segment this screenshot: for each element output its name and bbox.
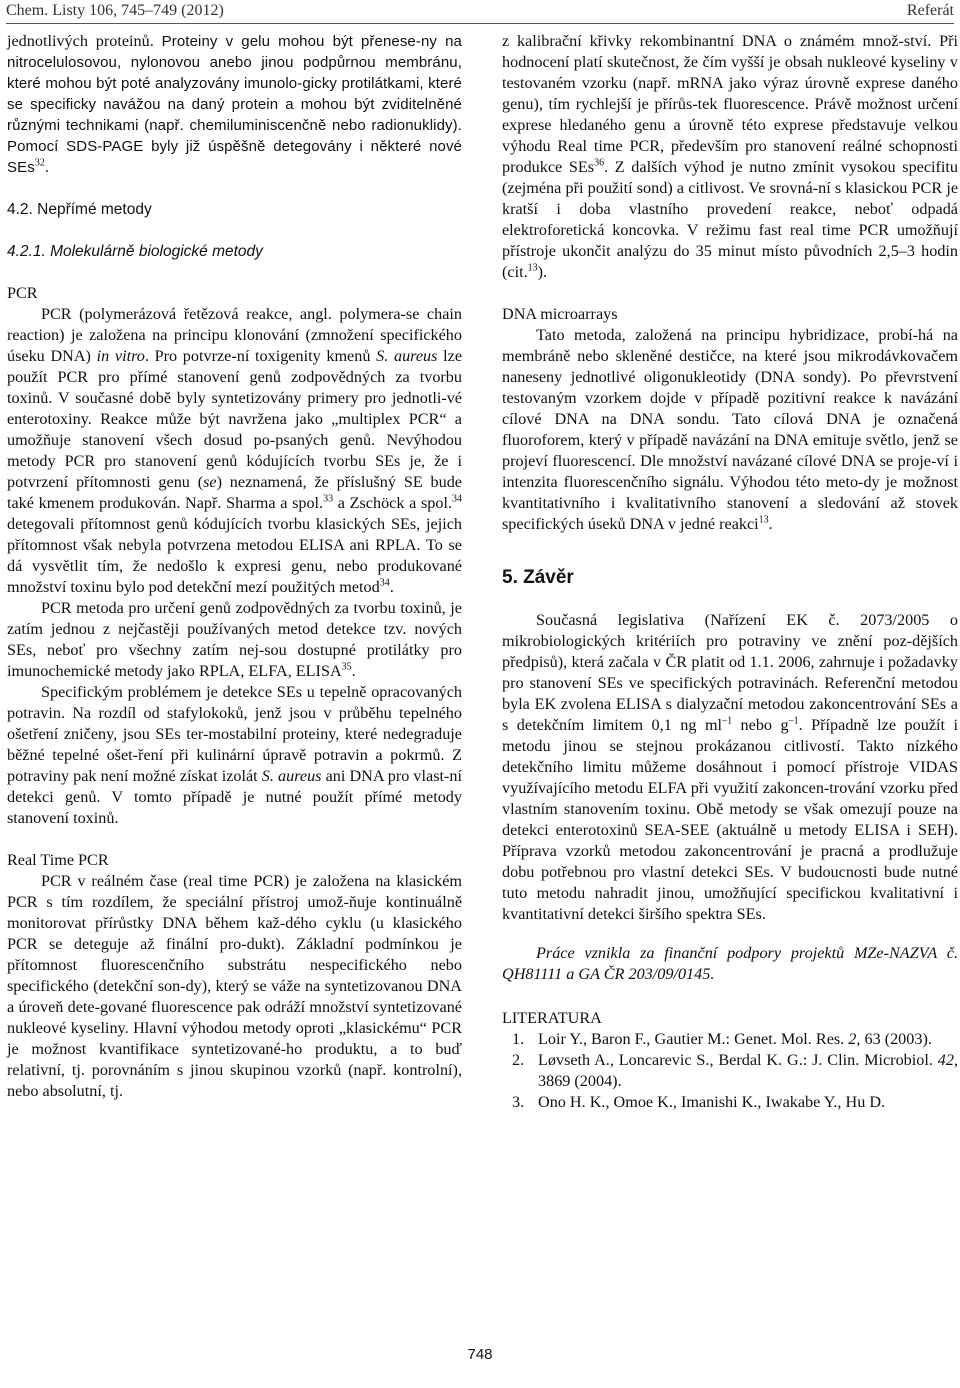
section-heading-4-2: 4.2. Nepřímé metody (7, 201, 152, 218)
reference-item: 1. Loir Y., Baron F., Gautier M.: Genet. Mol. Res. 2, 63 (2003). (512, 1030, 932, 1048)
header-rule (6, 23, 954, 24)
paragraph-dna-microarrays: Tato metoda, založená na principu hybridizace, probí-há na membráně nebo skleněné destičce, na které jsou mikrodávkovačem naneseny jednotlivé oligonukleotidy (DNA sondy). Po převrstvení testovaným vzorkem dojde v případě pozitivní reakce k navázání cílové DNA na DNA sondu. Tato cílová DNA je označená fluoroforem, který v případě navázání na DNA emituje světlo, jenž se projeví fluorescencí. Dle množství navázané cílové DNA se proje-ví i intenzita fluorescenčního signálu. Výhodou této meto-dy je možnost kvantitativního i kvalitativního stanovení a sledování až stovek specifických úseků DNA v jedné reakci$^{13}$. (502, 326, 958, 533)
acknowledgement: Práce vznikla za finanční podpory projektů MZe-NAZVA č. QH81111 a GA ČR 203/09/0145. (502, 944, 958, 983)
paragraph-pcr-detection: PCR metoda pro určení genů zodpovědných za tvorbu toxinů, je zatím jednou z nejčastěji používaných metod detekce tzv. nových SEs, neboť pro všechny zatím nej-sou dostupné protilátky pro imunochemické metody jako RPLA, ELFA, ELISA$^{35}$. (7, 599, 462, 680)
paragraph-real-time-pcr: PCR v reálném čase (real time PCR) je založena na klasickém PCR s tím rozdílem, že speciální přístroj umož-ňuje kontinuálně monitorovat přírůstky DNA během kaž-dého cyklu (u klasického PCR se deteguje až finální pro-dukt). Základní podmínkou je přítomnost fluorescenčního substrátu nespecifického nebo specifického (detekční son-dy), který se váže na syntetizovanou DNA a úroveň dete-gované fluorescence pak odráží množství syntetizované nukleové kyseliny. Hlavní výhodou metody oproti „klasickému“ PCR je možnost kvantifikace syntetizované-ho produktu, a to buď relativní, tj. porovnáním s jinou skupinou vzorků (např. kontrolní), nebo absolutní, tj. (7, 872, 462, 1100)
running-header (6, 0, 954, 22)
right-column (502, 31, 958, 1113)
citation-13: 13 (527, 262, 538, 274)
citation-34: 34 (379, 577, 390, 589)
reference-item: 3. Ono H. K., Omoe K., Imanishi K., Iwakabe Y., Hu D. (512, 1093, 886, 1111)
exponent: –1 (788, 715, 799, 727)
paragraph-heat-treated: Specifickým problémem je detekce SEs u tepelně opracovaných potravin. Na rozdíl od stafylokoků, jenž jsou v průběhu tepelného ošetření zničeny, jsou SEs ter-mostabilní proteiny, které nedegraduje běžné tepelné ošet-ření při kulinární úpravě potravin a pokrmů. Z potraviny pak není možné získat izolát S. aureus ani DNA pro vlast-ní detekci genů. V tomto případě je nutné použít přímé metody stanovení toxinů. (7, 683, 462, 827)
section-heading-4-2-1: 4.2.1. Molekulárně biologické metody (7, 243, 263, 260)
references-heading: LITERATURA (502, 1009, 602, 1027)
citation-35: 35 (341, 661, 352, 673)
reference-list (502, 1029, 958, 1113)
section-label: Referát (906, 2, 954, 19)
left-column (7, 31, 462, 1102)
paragraph-pcr: PCR (polymerázová řetězová reakce, angl. polymera-se chain reaction) je založena na principu klonování (zmnožení specifického úseku DNA) in vitro. Pro potvrze-ní toxigenity kmenů S. aureus lze použít PCR pro přímé stanovení genů zodpovědných za tvorbu toxinů. V současné době byly syntetizovány primery pro jednotli-vé enterotoxiny. Reakce může být navržena jako „multiplex PCR“ a umožňuje stanovení všech dosud po-psaných genů. Nevýhodou metody PCR pro stanovení genů kódujících tvorbu SEs je, že i potvrzení přítomnosti genu (se) neznamená, že příslušný SE bude také kmenem produkován. Např. Sharma a spol.$^{33}$ a Zschöck a spol.$^{34}$ detegovali přítomnost genů kódujících tvorbu klasických SEs, jejich přítomnost však nebyla potvrzena metodou ELISA ani RPLA. To se dá vysvětlit tím, že nedošlo k expresi genu, nebo produkované množství toxinu bylo pod detekční mezí použitých metod$^{34}$. (7, 305, 462, 596)
journal-citation: Chem. Listy 106, 745–749 (2012) (6, 2, 224, 19)
paragraph-proteins: jednotlivých proteinů. Proteiny v gelu mohou být přenese-ny na nitrocelulosovou, nylonovou anebo jinou podpůrnou membránu, které mohou být poté analyzovány imunolo-gicky protilátkami, které se specificky navážou na daný protein a mohou být zviditelněné různými technikami (např. chemiluminiscenčně nebo radionuklidy). Pomocí SDS-PAGE byly již úspěšně detegovány i některé nové SEs$^{32}$. (7, 32, 462, 176)
citation-36: 36 (594, 157, 605, 169)
subheading-real-time-pcr: Real Time PCR (7, 851, 109, 869)
section-heading-conclusion: 5. Závěr (502, 567, 574, 588)
citation-32: 32 (34, 157, 45, 169)
citation-34: 34 (452, 493, 462, 505)
citation-13: 13 (758, 514, 769, 526)
citation-33: 33 (323, 493, 334, 505)
paragraph-real-time-pcr-cont: z kalibrační křivky rekombinantní DNA o známém množ-ství. Při hodnocení platí skutečnost, že čím vyšší je obsah nukleové kyseliny v testovaném vzorku (např. mRNA jako výraz úrovně exprese daného genu), tím rychlejší je přírůs-tek fluorescence. Právě možnost určení exprese hledaného genu a úrovně této exprese představuje velkou výhodu Real time PCR, především pro stanovení reálné schopnosti produkce SEs$^{36}$. Z dalších výhod je nutno zmínit vysokou specifitu (zejména při použití sond) a citlivost. Ve srovná-ní s klasickou PCR je kratší i doba vlastního provedení reakce, neboť odpadá elektroforetická koncovka. V režimu fast real time PCR umožňují přístroje ukončit analýzu do 35 minut místo původních 2,5–3 hodin (cit.$^{13}$). (502, 32, 959, 281)
page-number: 748 (467, 1346, 493, 1363)
paragraph-conclusion: Současná legislativa (Nařízení EK č. 2073/2005 o mikrobiologických kritériích pro potraviny ve znění poz-dějších předpisů), která začala v ČR platit od 1.1. 2006, zahrnuje i požadavky pro stanovení SEs ve specifických potravinách. Referenční metodou byla EK zvolena ELISA s dialyzační metodou zakoncentrování SEs a s detekčním limitem 0,1 ng $ml^{-1}$ nebo $g^{-1}$. Případně lze použít i metodu jinou se stejnou prokázanou citlivostí. Takto nízkého detekčního limitu můžeme dosáhnout i pomocí přístroje VIDAS využívajícího metodu ELFA při využití zakoncen-trování vzorku před vlastním stanovením toxinu. Obě metody se však omezují pouze na detekci enterotoxinů SEA-SEE (aktuálně u metody ELISA i SEH). Příprava vzorků metodou zakoncentrování je pracná a prodlužuje dobu potřebnou pro vlastní detekci SEs. V budoucnosti bude nutné tuto metodu nahradit jinou, umožňující specifickou kvalitativní i kvantitativní detekci širšího spektra SEs. (502, 611, 958, 923)
reference-item: 2. Løvseth A., Loncarevic S., Berdal K. G.: J. Clin. Microbiol. 42, 3869 (2004). (512, 1051, 958, 1090)
exponent: –1 (722, 715, 733, 727)
subheading-dna-microarrays: DNA microarrays (502, 305, 618, 323)
subheading-pcr: PCR (7, 284, 38, 302)
